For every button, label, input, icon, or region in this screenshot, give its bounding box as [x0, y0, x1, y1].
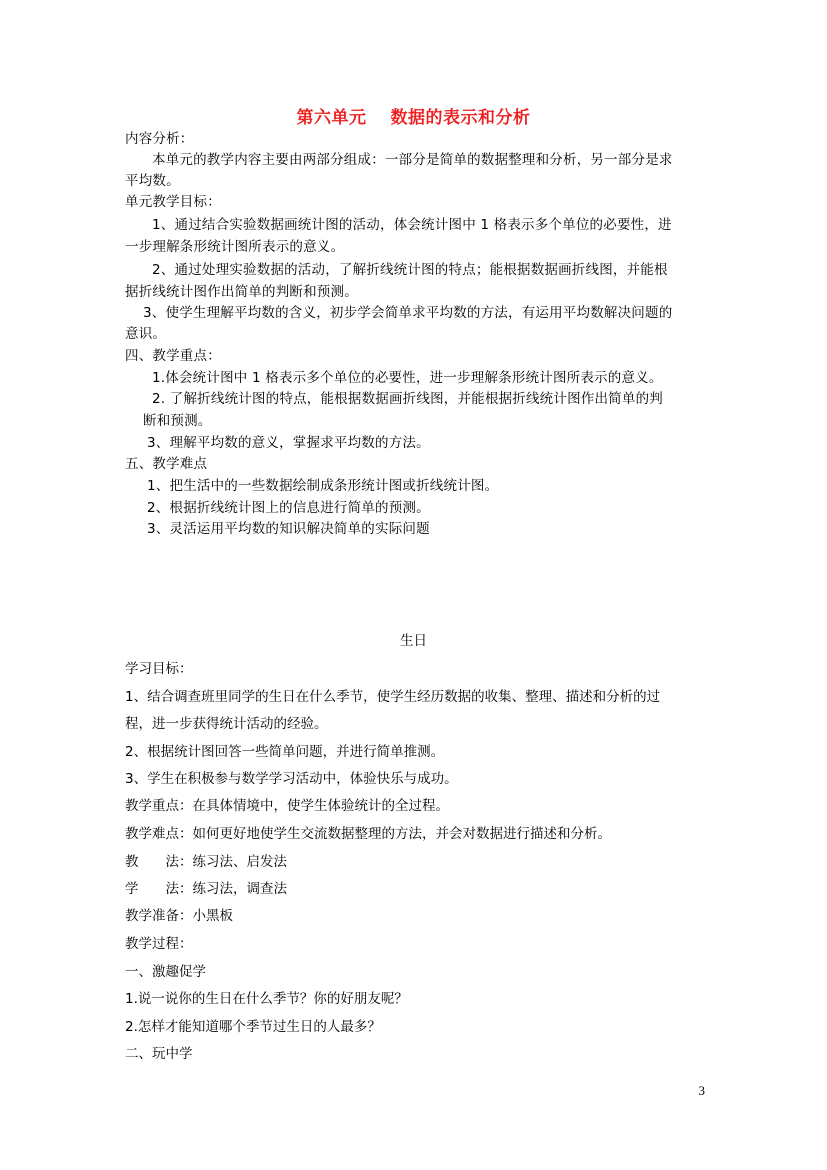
- text-line: 一、激趣促学: [125, 964, 206, 980]
- text-line: 本单元的教学内容主要由两部分组成：一部分是简单的数据整理和分析，另一部分是求: [152, 152, 673, 168]
- text-line: 2. 了解折线统计图的特点，能根据数据画折线图，并能根据折线统计图作出简单的判: [152, 391, 663, 407]
- text-line: 意识。: [125, 326, 167, 342]
- text-line: 单元教学目标：: [125, 194, 221, 210]
- text-line: 教学重点：在具体情境中，使学生体验统计的全过程。: [125, 798, 449, 814]
- text-line: 二、玩中学: [125, 1046, 193, 1062]
- text-line: 学习目标：: [125, 661, 193, 677]
- text-line: 教学准备：小黑板: [125, 908, 233, 924]
- text-line: 一步理解条形统计图所表示的意义。: [125, 239, 345, 255]
- text-line: 1、通过结合实验数据画统计图的活动，体会统计图中 1 格表示多个单位的必要性，进: [152, 217, 672, 233]
- text-line: 2、根据统计图回答一些简单问题，并进行简单推测。: [125, 744, 445, 760]
- text-line: 2、通过处理实验数据的活动，了解折线统计图的特点；能根据数据画折线图，并能根: [152, 262, 668, 278]
- text-line: 3、灵活运用平均数的知识解决简单的实际问题: [147, 521, 430, 537]
- text-line: 断和预测。: [143, 413, 212, 429]
- lesson-heading: 生日: [400, 633, 427, 649]
- text-line: 2.怎样才能知道哪个季节过生日的人最多？: [125, 1019, 381, 1035]
- text-line: 1.说一说你的生日在什么季节？你的好朋友呢？: [125, 991, 408, 1007]
- text-line: 平均数。: [125, 173, 180, 189]
- text-line: 教学难点：如何更好地使学生交流数据整理的方法，并会对数据进行描述和分析。: [125, 826, 611, 842]
- text-line: 1、结合调查班里同学的生日在什么季节，使学生经历数据的收集、整理、描述和分析的过: [125, 689, 661, 705]
- text-line: 五、教学难点: [125, 456, 208, 472]
- text-line: 3、学生在积极参与数学学习活动中，体验快乐与成功。: [125, 771, 458, 787]
- text-line: 学 法：练习法，调查法: [125, 881, 287, 897]
- page-number: 3: [698, 1083, 705, 1098]
- text-line: 教 法：练习法、启发法: [125, 854, 287, 870]
- text-line: 3、理解平均数的意义，掌握求平均数的方法。: [147, 435, 430, 451]
- text-line: 1、把生活中的一些数据绘制成条形统计图或折线统计图。: [147, 478, 499, 494]
- text-line: 内容分析：: [125, 131, 194, 147]
- text-line: 程，进一步获得统计活动的经验。: [125, 716, 328, 732]
- text-line: 据折线统计图作出简单的判断和预测。: [125, 284, 358, 300]
- text-line: 3、使学生理解平均数的含义，初步学会简单求平均数的方法，有运用平均数解决问题的: [143, 305, 673, 321]
- unit-title: 第六单元 数据的表示和分析: [296, 108, 531, 128]
- text-line: 四、教学重点：: [125, 348, 221, 364]
- text-line: 教学过程：: [125, 936, 193, 952]
- text-line: 1.体会统计图中 1 格表示多个单位的必要性，进一步理解条形统计图所表示的意义。: [152, 370, 663, 386]
- text-line: 2、根据折线统计图上的信息进行简单的预测。: [147, 500, 430, 516]
